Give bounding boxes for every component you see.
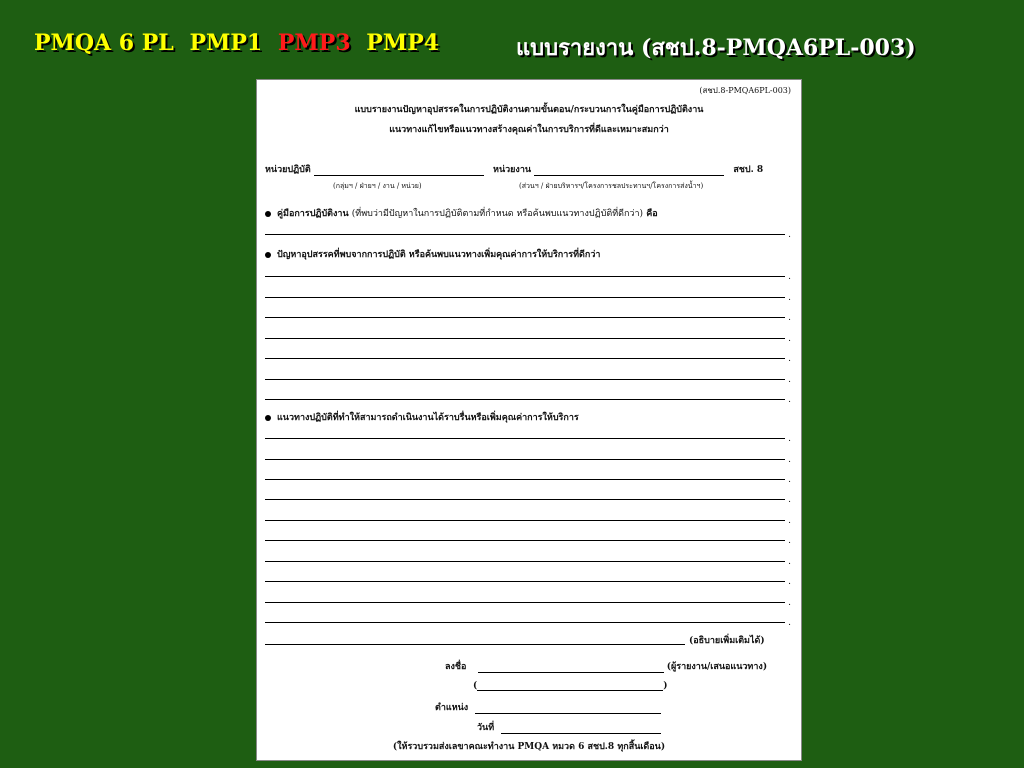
slide-title: แบบรายงาน (สชป.8-PMQA6PL-003) bbox=[516, 35, 916, 61]
agency-sub: (ส่วนฯ / ฝ่ายบริหารฯ/โครงการชลประทานฯ/โครงการส่งน้ำฯ) bbox=[519, 182, 704, 190]
answer-line[interactable]: . bbox=[265, 581, 785, 582]
answer-line[interactable]: . bbox=[265, 499, 785, 500]
name-field[interactable] bbox=[477, 680, 663, 691]
name-row: ( ) bbox=[473, 681, 668, 691]
unit-row bbox=[265, 162, 793, 176]
answer-line[interactable]: . bbox=[265, 520, 785, 521]
answer-line[interactable]: . bbox=[265, 479, 785, 480]
sign-label: ลงชื่อ bbox=[445, 662, 467, 672]
section-problems bbox=[265, 247, 600, 261]
answer-line[interactable]: . bbox=[265, 622, 785, 623]
slide-header bbox=[34, 30, 447, 56]
answer-line[interactable]: . bbox=[265, 561, 785, 562]
section-manual-note: (ที่พบว่ามีปัญหาในการปฏิบัติตามที่กำหนด หรือค้นพบแนวทางปฏิบัติที่ดีกว่า) bbox=[351, 209, 644, 219]
bullet-icon bbox=[265, 211, 271, 217]
answer-line[interactable]: . bbox=[265, 602, 785, 603]
sign-role: (ผู้รายงาน/เสนอแนวทาง) bbox=[666, 662, 768, 672]
report-form bbox=[256, 79, 802, 761]
unit-field[interactable] bbox=[314, 165, 484, 176]
date-field[interactable] bbox=[501, 723, 661, 734]
answer-line[interactable]: . bbox=[265, 358, 785, 359]
footer-note: (ให้รวบรวมส่งเลขาคณะทำงาน PMQA หมวด 6 สชป.8 ทุกสิ้นเดือน) bbox=[392, 742, 666, 752]
answer-line[interactable]: . bbox=[265, 399, 785, 400]
section-problems-title: ปัญหาอุปสรรคที่พบจากการปฏิบัติ หรือค้นพบแนวทางเพิ่มคุณค่าการให้บริการที่ดีกว่า bbox=[277, 250, 601, 260]
position-field[interactable] bbox=[475, 703, 661, 714]
section-manual bbox=[265, 206, 658, 220]
signature-field[interactable] bbox=[478, 662, 664, 673]
answer-line[interactable]: . bbox=[265, 379, 785, 380]
answer-line[interactable]: . bbox=[265, 459, 785, 460]
office-label: สชป. 8 bbox=[733, 165, 764, 175]
answer-line[interactable] bbox=[265, 644, 685, 645]
agency-label: หน่วยงาน bbox=[493, 165, 532, 175]
signature-row bbox=[445, 659, 767, 673]
section-manual-title: คู่มือการปฏิบัติงาน bbox=[277, 209, 349, 219]
more-note: (อธิบายเพิ่มเติมได้) bbox=[689, 636, 765, 646]
form-title-line2: แนวทางแก้ไขหรือแนวทางสร้างคุณค่าในการบริการที่ดีและเหมาะสมกว่า bbox=[389, 125, 669, 135]
section-solutions-title: แนวทางปฏิบัติที่ทำให้สามารถดำเนินงานได้ราบรื่นหรือเพิ่มคุณค่าการให้บริการ bbox=[277, 413, 579, 423]
position-label: ตำแหน่ง bbox=[435, 703, 469, 713]
answer-line[interactable]: . bbox=[265, 276, 785, 277]
answer-line[interactable]: . bbox=[265, 338, 785, 339]
header-item-pmp4: PMP4 bbox=[366, 30, 440, 56]
section-manual-suffix: คือ bbox=[646, 209, 658, 219]
answer-line[interactable]: . bbox=[265, 438, 785, 439]
header-item-pmp1: PMP1 bbox=[189, 30, 263, 56]
answer-line[interactable]: . bbox=[265, 317, 785, 318]
header-item-pmqa: PMQA 6 PL bbox=[34, 30, 174, 56]
agency-field[interactable] bbox=[534, 165, 724, 176]
answer-line[interactable]: . bbox=[265, 234, 785, 235]
date-label: วันที่ bbox=[477, 723, 495, 733]
position-row bbox=[435, 700, 661, 714]
date-row bbox=[477, 720, 661, 734]
answer-line[interactable]: . bbox=[265, 540, 785, 541]
section-solutions bbox=[265, 410, 579, 424]
unit-label: หน่วยปฏิบัติ bbox=[265, 165, 311, 175]
bullet-icon bbox=[265, 252, 271, 258]
unit-sub: (กลุ่มฯ / ฝ่ายฯ / งาน / หน่วย) bbox=[333, 182, 422, 190]
form-title-line1: แบบรายงานปัญหาอุปสรรคในการปฏิบัติงานตามขั้นตอน/กระบวนการในคู่มือการปฏิบัติงาน bbox=[354, 105, 704, 115]
header-item-pmp3: PMP3 bbox=[277, 30, 351, 56]
answer-line[interactable]: . bbox=[265, 297, 785, 298]
form-code: (สชป.8-PMQA6PL-003) bbox=[699, 86, 791, 95]
bullet-icon bbox=[265, 415, 271, 421]
